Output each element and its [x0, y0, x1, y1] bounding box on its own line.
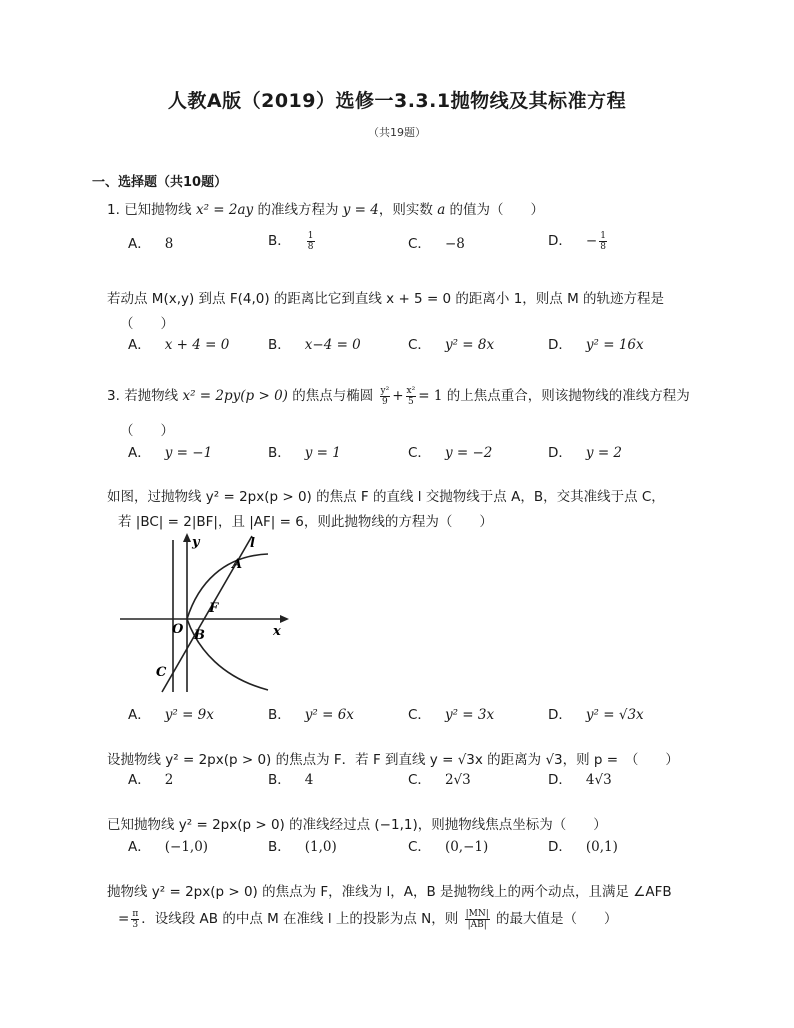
equation: x² = 2py(p > 0) [182, 388, 288, 404]
option-b: B． y² = 6x [268, 707, 354, 723]
option-d: D． y = 2 [548, 445, 623, 461]
question-2-stem: 若动点 M(x,y) 到点 F(4,0) 的距离比它到直线 x + 5 = 0 的距离小 1，则点 M 的轨迹方程是 [107, 291, 665, 307]
question-7-stem: 抛物线 y² = 2px(p > 0) 的焦点为 F，准线为 l，A，B 是抛物线上的两个动点，且满足 ∠AFB [107, 884, 672, 900]
question-count: （共19题） [368, 126, 426, 139]
label-l: l [250, 536, 255, 551]
equation: y = 4 [342, 202, 379, 218]
fraction: $\frac{\pi}{3}$ [132, 908, 139, 930]
question-6-stem: 已知抛物线 y² = 2px(p > 0) 的准线经过点 (−1,1)，则抛物线焦点坐标为（ ） [107, 817, 607, 833]
question-1-stem [107, 198, 544, 218]
question-4-stem: 如图，过抛物线 y² = 2px(p > 0) 的焦点 F 的直线 l 交抛物线于点 A，B，交其准线于点 C， [107, 489, 665, 505]
fraction: $\frac{\text{y²}}{9}$ [380, 385, 390, 407]
option-c: C． 2√3 [408, 772, 471, 788]
question-7-stem-line2: = $\frac{\pi}{3}$ ．设线段 AB 的中点 M 在准线 l 上的投影为点 N，则 $\frac{|MN|}{|AB|}$ 的最大值是（ ） [118, 908, 618, 930]
stem-text: 已知抛物线 [124, 202, 192, 218]
question-3-stem: 3. 若抛物线 x² = 2py(p > 0) 的焦点与椭圆 $\frac{\text{y²}}{9}$ + $\frac{\text{x²}}{5}$ = 1 的上焦点重合，则该抛物线的准线方程为 [107, 385, 690, 407]
label-O: O [172, 622, 184, 637]
answer-blank: （ ） [120, 423, 174, 439]
option-b: B． 4 [268, 772, 314, 788]
option-c: C． y² = 8x [408, 337, 495, 353]
option-b: B． x−4 = 0 [268, 337, 361, 353]
page-title: 人教A版（2019）选修一3.3.1抛物线及其标准方程 [167, 90, 627, 112]
option-d: D． 4√3 [548, 772, 612, 788]
option-d: D． (0,1) [548, 839, 618, 855]
option-a: A． (−1,0) [128, 839, 209, 855]
stem-text: ，则实数 [378, 202, 433, 218]
option-b: B． y = 1 [268, 445, 341, 461]
label-y: y [192, 535, 200, 550]
label-F: F [209, 601, 219, 616]
x-axis-arrow [280, 615, 289, 623]
fraction: $\frac{|MN|}{|AB|}$ [465, 908, 489, 930]
label-A: A [232, 557, 243, 572]
option-b: B． $\frac{1}{8}$ [268, 230, 314, 252]
section-heading: 一、选择题（共10题） [92, 175, 228, 190]
fraction: $\frac{\text{x²}}{5}$ [406, 385, 416, 407]
fraction: $\frac{1}{8}$ [307, 230, 314, 252]
question-5-stem: 设抛物线 y² = 2px(p > 0) 的焦点为 F．若 F 到直线 y = √3x 的距离为 √3，则 p = （ ） [107, 752, 679, 768]
option-d: D． y² = 16x [548, 337, 644, 353]
fraction: $\frac{1}{8}$ [600, 230, 606, 252]
option-c: C． −8 [408, 236, 465, 252]
variable: a [437, 202, 446, 218]
y-axis-arrow [183, 533, 191, 542]
label-C: C [156, 665, 167, 680]
stem-text: 的值为（ ） [449, 202, 545, 218]
answer-blank: （ ） [120, 316, 174, 332]
option-c: C． y = −2 [408, 445, 493, 461]
option-a: A． y = −1 [128, 445, 213, 461]
option-a: A． x + 4 = 0 [128, 337, 230, 353]
stem-text: 的准线方程为 [257, 202, 339, 218]
option-d: D． y² = √3x [548, 707, 644, 723]
option-a: A． 2 [128, 772, 174, 788]
option-d: D． − $\frac{1}{8}$ [548, 230, 606, 252]
option-c: C． (0,−1) [408, 839, 489, 855]
option-c: C． y² = 3x [408, 707, 495, 723]
parabola-figure [118, 532, 293, 697]
parabola-curve [187, 554, 268, 690]
question-4-stem-line2: 若 |BC| = 2|BF|，且 |AF| = 6，则此抛物线的方程为（ ） [118, 514, 493, 530]
equation: x² = 2ay [195, 202, 254, 218]
question-number: 1. [107, 202, 120, 218]
label-x: x [273, 624, 281, 639]
option-b: B． (1,0) [268, 839, 337, 855]
option-a: A． 8 [128, 236, 174, 252]
label-B: B [194, 628, 205, 643]
option-a: A． y² = 9x [128, 707, 214, 723]
